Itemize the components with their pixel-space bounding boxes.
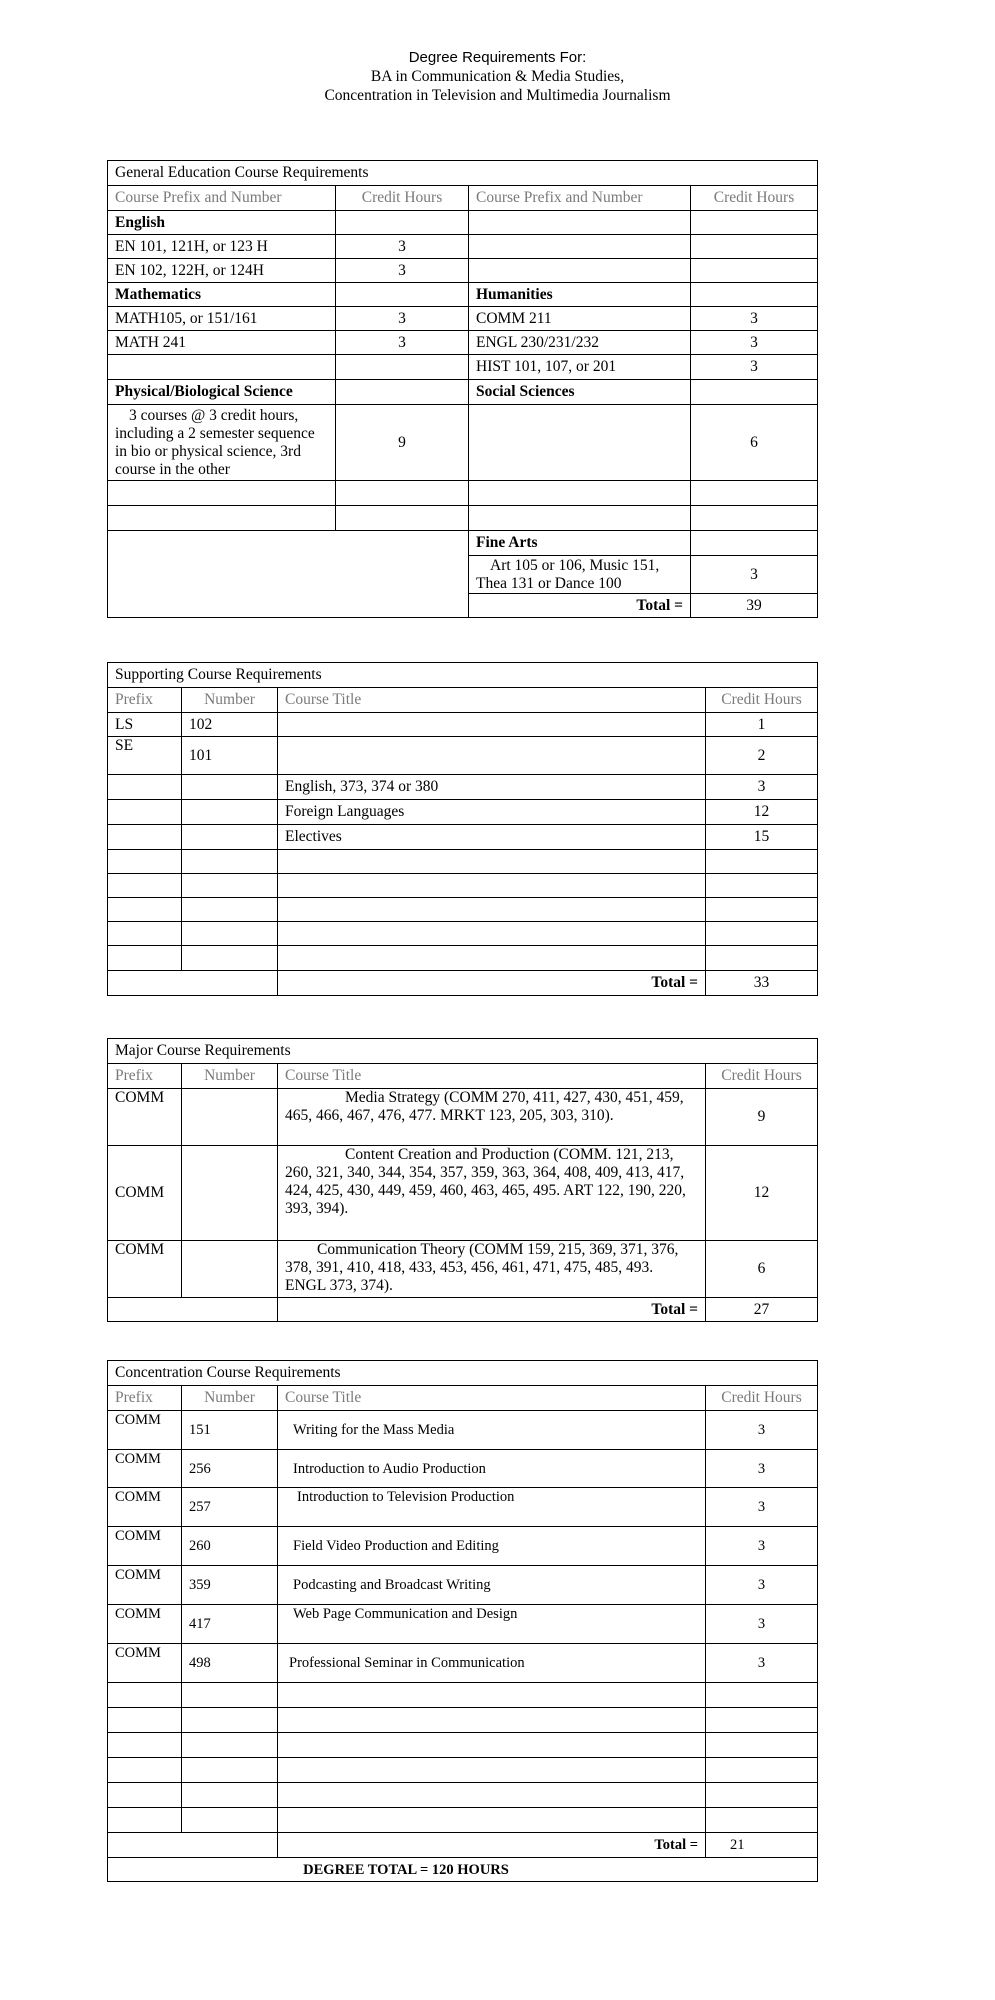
title-cell: Introduction to Audio Production bbox=[278, 1450, 706, 1488]
supporting-table bbox=[107, 662, 818, 996]
hours-cell: 15 bbox=[706, 825, 818, 850]
empty-row bbox=[108, 898, 818, 922]
category-english: English bbox=[108, 211, 336, 235]
prefix-cell: LS bbox=[108, 713, 182, 737]
prefix-cell: COMM bbox=[108, 1566, 182, 1605]
title-cell bbox=[278, 737, 706, 775]
col-header-prefix: Prefix bbox=[108, 1064, 182, 1089]
col-header-title: Course Title bbox=[278, 688, 706, 713]
hours-cell: 6 bbox=[706, 1241, 818, 1298]
empty-row bbox=[108, 1733, 818, 1758]
prefix-cell bbox=[108, 800, 182, 825]
title-cell: Foreign Languages bbox=[278, 800, 706, 825]
number-cell: 256 bbox=[182, 1450, 278, 1488]
total-label: Total = bbox=[278, 1833, 706, 1858]
table-row bbox=[108, 737, 818, 775]
hours-cell: 2 bbox=[706, 737, 818, 775]
hours-cell: 12 bbox=[706, 1146, 818, 1241]
col-header-hours: Credit Hours bbox=[706, 688, 818, 713]
col-header-prefix: Prefix bbox=[108, 688, 182, 713]
course-cell: MATH105, or 151/161 bbox=[108, 307, 336, 331]
concentration-table bbox=[107, 1360, 818, 1882]
hours-cell: 3 bbox=[706, 1605, 818, 1644]
prefix-cell: COMM bbox=[108, 1089, 182, 1146]
title-cell: Podcasting and Broadcast Writing bbox=[278, 1566, 706, 1605]
number-cell: 257 bbox=[182, 1488, 278, 1527]
prefix-cell: COMM bbox=[108, 1411, 182, 1450]
title-cell bbox=[278, 713, 706, 737]
number-cell bbox=[182, 825, 278, 850]
hours-cell: 3 bbox=[691, 307, 818, 331]
hours-cell: 3 bbox=[706, 775, 818, 800]
category-science: Physical/Biological Science bbox=[108, 380, 336, 405]
title-line-3: Concentration in Television and Multimedia Journalism bbox=[324, 87, 671, 104]
empty-row bbox=[108, 1708, 818, 1733]
prefix-cell: SE bbox=[108, 737, 182, 775]
number-cell: 260 bbox=[182, 1527, 278, 1566]
general-education-table bbox=[107, 160, 818, 618]
col-header-prefix: Prefix bbox=[108, 1386, 182, 1411]
prefix-cell: COMM bbox=[108, 1605, 182, 1644]
prefix-cell: COMM bbox=[108, 1146, 182, 1241]
hours-cell: 3 bbox=[336, 259, 469, 283]
prefix-cell bbox=[108, 825, 182, 850]
hours-cell: 3 bbox=[691, 355, 818, 380]
number-cell: 498 bbox=[182, 1644, 278, 1683]
title-cell: Content Creation and Production (COMM. 121, 213, 260, 321, 340, 344, 354, 357, 359, 363, 364, 408, 409, 413, 417, 424, 425, 430, 449, 459, 460, 463, 465, 495. ART 122, 190, 220, 393, 394). bbox=[278, 1146, 706, 1241]
table-row bbox=[108, 713, 818, 737]
number-cell: 359 bbox=[182, 1566, 278, 1605]
course-cell: ENGL 230/231/232 bbox=[469, 331, 691, 355]
major-table bbox=[107, 1038, 818, 1322]
course-cell: EN 101, 121H, or 123 H bbox=[108, 235, 336, 259]
table-row bbox=[108, 775, 818, 800]
table-row bbox=[108, 1488, 818, 1527]
total-value: 39 bbox=[691, 594, 818, 618]
fine-arts-description: Art 105 or 106, Music 151, Thea 131 or Dance 100 bbox=[469, 556, 691, 594]
science-description: 3 courses @ 3 credit hours, including a 2 semester sequence in bio or physical science, 3rd course in the other bbox=[108, 405, 336, 481]
prefix-cell: COMM bbox=[108, 1527, 182, 1566]
col-header-hours: Credit Hours bbox=[706, 1386, 818, 1411]
hours-cell: 3 bbox=[706, 1527, 818, 1566]
hours-cell: 3 bbox=[706, 1488, 818, 1527]
hours-cell: 3 bbox=[336, 235, 469, 259]
col-header-course: Course Prefix and Number bbox=[108, 186, 336, 211]
table-row bbox=[108, 1241, 818, 1298]
prefix-cell: COMM bbox=[108, 1488, 182, 1527]
category-mathematics: Mathematics bbox=[108, 283, 336, 307]
empty-row bbox=[108, 874, 818, 898]
table-row bbox=[108, 1644, 818, 1683]
title-line-1: Degree Requirements For: bbox=[408, 49, 587, 66]
hours-cell: 3 bbox=[706, 1644, 818, 1683]
number-cell bbox=[182, 800, 278, 825]
col-header-title: Course Title bbox=[278, 1064, 706, 1089]
col-header-number: Number bbox=[182, 1064, 278, 1089]
table-row bbox=[108, 1089, 818, 1146]
title-line-2: BA in Communication & Media Studies, bbox=[370, 68, 625, 85]
table-row bbox=[108, 1605, 818, 1644]
empty-row bbox=[108, 850, 818, 874]
title-cell: Field Video Production and Editing bbox=[278, 1527, 706, 1566]
number-cell bbox=[182, 775, 278, 800]
title-cell: Professional Seminar in Communication bbox=[278, 1644, 706, 1683]
course-cell: EN 102, 122H, or 124H bbox=[108, 259, 336, 283]
hours-cell: 3 bbox=[691, 556, 818, 594]
category-humanities: Humanities bbox=[469, 283, 691, 307]
hours-cell: 3 bbox=[706, 1450, 818, 1488]
hours-cell: 3 bbox=[706, 1566, 818, 1605]
title-cell: Electives bbox=[278, 825, 706, 850]
hours-cell: 3 bbox=[691, 331, 818, 355]
title-cell: Introduction to Television Production bbox=[278, 1488, 706, 1527]
prefix-cell bbox=[108, 775, 182, 800]
hours-cell: 9 bbox=[706, 1089, 818, 1146]
number-cell: 102 bbox=[182, 713, 278, 737]
category-social-sciences: Social Sciences bbox=[469, 380, 691, 405]
hours-cell: 3 bbox=[336, 331, 469, 355]
prefix-cell: COMM bbox=[108, 1450, 182, 1488]
title-cell: English, 373, 374 or 380 bbox=[278, 775, 706, 800]
col-header-number: Number bbox=[182, 1386, 278, 1411]
prefix-cell: COMM bbox=[108, 1644, 182, 1683]
col-header-number: Number bbox=[182, 688, 278, 713]
title-cell: Communication Theory (COMM 159, 215, 369, 371, 376, 378, 391, 410, 418, 433, 453, 456, 461, 471, 475, 485, 493. ENGL 373, 374). bbox=[278, 1241, 706, 1298]
col-header-title: Course Title bbox=[278, 1386, 706, 1411]
section-heading: Supporting Course Requirements bbox=[108, 663, 818, 688]
col-header-hours: Credit Hours bbox=[336, 186, 469, 211]
title-cell: Web Page Communication and Design bbox=[278, 1605, 706, 1644]
empty-row bbox=[108, 922, 818, 946]
total-label: Total = bbox=[278, 971, 706, 996]
empty-row bbox=[108, 1758, 818, 1783]
table-row bbox=[108, 1411, 818, 1450]
section-heading: Concentration Course Requirements bbox=[108, 1361, 818, 1386]
total-label: Total = bbox=[278, 1298, 706, 1322]
total-value: 27 bbox=[706, 1298, 818, 1322]
course-cell: HIST 101, 107, or 201 bbox=[469, 355, 691, 380]
category-fine-arts: Fine Arts bbox=[469, 531, 691, 556]
total-label: Total = bbox=[469, 594, 691, 618]
table-row bbox=[108, 800, 818, 825]
number-cell: 151 bbox=[182, 1411, 278, 1450]
empty-row bbox=[108, 1783, 818, 1808]
course-cell: COMM 211 bbox=[469, 307, 691, 331]
hours-cell: 1 bbox=[706, 713, 818, 737]
table-row bbox=[108, 1527, 818, 1566]
table-row bbox=[108, 825, 818, 850]
table-row bbox=[108, 1450, 818, 1488]
empty-row bbox=[108, 946, 818, 971]
empty-row bbox=[108, 1683, 818, 1708]
hours-cell: 3 bbox=[706, 1411, 818, 1450]
title-cell: Media Strategy (COMM 270, 411, 427, 430, 451, 459, 465, 466, 467, 476, 477. MRKT 123, 205, 303, 310). bbox=[278, 1089, 706, 1146]
hours-cell: 12 bbox=[706, 800, 818, 825]
hours-cell: 6 bbox=[691, 405, 818, 481]
table-row bbox=[108, 1146, 818, 1241]
section-heading: Major Course Requirements bbox=[108, 1039, 818, 1064]
number-cell: 101 bbox=[182, 737, 278, 775]
total-value: 33 bbox=[706, 971, 818, 996]
empty-row bbox=[108, 1808, 818, 1833]
total-value: 21 bbox=[706, 1833, 818, 1858]
col-header-hours: Credit Hours bbox=[691, 186, 818, 211]
number-cell: 417 bbox=[182, 1605, 278, 1644]
degree-total: DEGREE TOTAL = 120 HOURS bbox=[108, 1858, 818, 1882]
hours-cell: 9 bbox=[336, 405, 469, 481]
section-heading: General Education Course Requirements bbox=[108, 161, 818, 186]
col-header-course: Course Prefix and Number bbox=[469, 186, 691, 211]
col-header-hours: Credit Hours bbox=[706, 1064, 818, 1089]
hours-cell: 3 bbox=[336, 307, 469, 331]
prefix-cell: COMM bbox=[108, 1241, 182, 1298]
table-row bbox=[108, 1566, 818, 1605]
page-title bbox=[0, 48, 995, 105]
title-cell: Writing for the Mass Media bbox=[278, 1411, 706, 1450]
course-cell: MATH 241 bbox=[108, 331, 336, 355]
